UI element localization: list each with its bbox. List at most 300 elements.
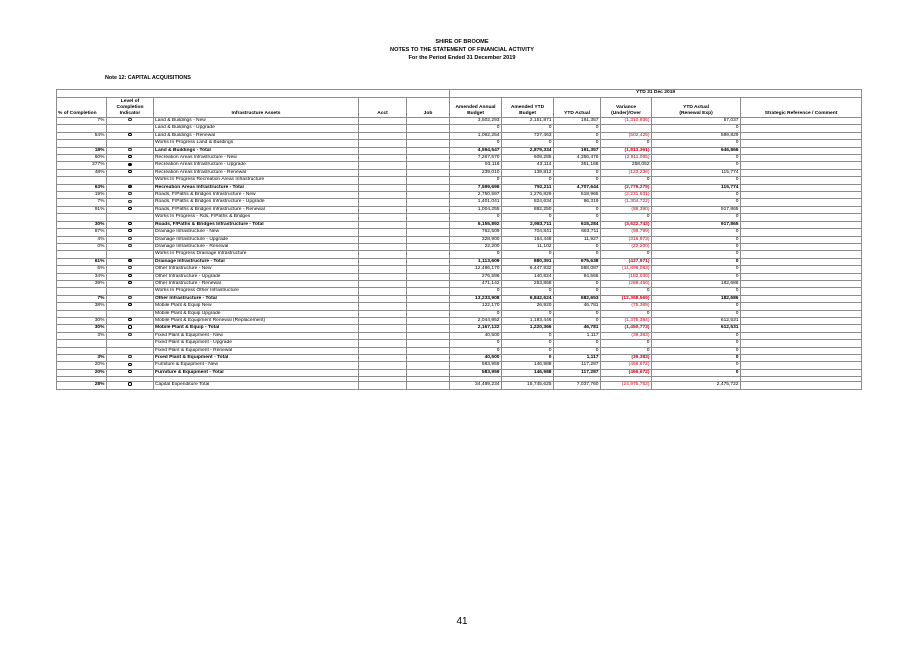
- amended-annual-budget: 1,113,609: [450, 258, 502, 265]
- amended-annual-budget: 34,489,234: [450, 382, 502, 389]
- amended-annual-budget: 122,170: [450, 303, 502, 310]
- acct-cell: [359, 355, 407, 362]
- variance: (12,368,569): [601, 295, 652, 302]
- ytd-actual-renewal: 0: [652, 310, 741, 317]
- variance: 0: [601, 310, 652, 317]
- ytd-actual-renewal: 0: [652, 303, 741, 310]
- table-row: [57, 177, 862, 184]
- ytd-actual-renewal: 0: [652, 258, 741, 265]
- acct-cell: [359, 347, 407, 354]
- comment-cell: [741, 147, 862, 154]
- completion-percent: 38%: [57, 303, 107, 310]
- amended-annual-budget: 0: [450, 125, 502, 132]
- report-period: For the Period Ended 31 December 2019: [408, 55, 516, 61]
- variance: (86,390): [601, 206, 652, 213]
- completion-indicator-cell: [107, 162, 154, 169]
- completion-percent: 5%: [57, 266, 107, 273]
- asset-name: Roads, F/Paths & Bridges Infrastructure - Renewal: [154, 206, 359, 213]
- completion-indicator-cell: [107, 155, 154, 162]
- completion-indicator-icon: [128, 148, 131, 151]
- completion-indicator-cell: [107, 236, 154, 243]
- completion-percent: [57, 214, 107, 221]
- comment-cell: [741, 199, 862, 206]
- col-amended-annual: Amended Annual Budget: [450, 98, 502, 118]
- table-row: [57, 229, 862, 236]
- completion-percent: [57, 310, 107, 317]
- completion-indicator-icon: [128, 259, 131, 262]
- table-row: [57, 236, 862, 243]
- ytd-actual-renewal: 115,774: [652, 184, 741, 191]
- ytd-actual-renewal: 0: [652, 140, 741, 147]
- ytd-actual: 675,638: [554, 258, 601, 265]
- completion-percent: 30%: [57, 221, 107, 228]
- ytd-actual-renewal: 0: [652, 369, 741, 376]
- acct-cell: [359, 303, 407, 310]
- acct-cell: [359, 177, 407, 184]
- amended-ytd-budget: 609,285: [502, 155, 554, 162]
- amended-annual-budget: 328,900: [450, 236, 502, 243]
- amended-ytd-budget: 0: [502, 340, 554, 347]
- ytd-actual-renewal: 0: [652, 125, 741, 132]
- job-cell: [407, 310, 450, 317]
- completion-percent: 7%: [57, 295, 107, 302]
- asset-name: Fixed Plant & Equipment - Total: [154, 355, 359, 362]
- asset-name: Other Infrastructure - Upgrade: [154, 273, 359, 280]
- amended-ytd-budget: 11,102: [502, 243, 554, 250]
- col-renewal: YTD Actual (Renewal Exp): [652, 98, 741, 118]
- acct-cell: [359, 273, 407, 280]
- variance: 0: [601, 288, 652, 295]
- completion-percent: 0%: [57, 243, 107, 250]
- ytd-actual: 663,711: [554, 229, 601, 236]
- variance: 0: [601, 177, 652, 184]
- ytd-actual: 191,357: [554, 147, 601, 154]
- completion-indicator-icon: [128, 274, 131, 277]
- completion-percent: 20%: [57, 362, 107, 369]
- comment-cell: [741, 206, 862, 213]
- col-job: Job: [407, 98, 450, 118]
- table-row: [57, 184, 862, 191]
- table-row: [57, 317, 862, 324]
- completion-indicator-cell: [107, 347, 154, 354]
- ytd-actual-renewal: 0: [652, 192, 741, 199]
- variance: (39,383): [601, 355, 652, 362]
- completion-indicator-icon: [128, 244, 131, 247]
- completion-indicator-cell: [107, 132, 154, 139]
- table-row: [57, 214, 862, 221]
- completion-indicator-cell: [107, 355, 154, 362]
- variance: (437,971): [601, 258, 652, 265]
- col-assets: Infrastructure Assets: [154, 98, 359, 118]
- job-cell: [407, 303, 450, 310]
- comment-cell: [741, 132, 862, 139]
- job-cell: [407, 140, 450, 147]
- completion-percent: 60%: [57, 155, 107, 162]
- completion-indicator-cell: [107, 206, 154, 213]
- ytd-actual: 117,287: [554, 362, 601, 369]
- table-row: [57, 251, 862, 258]
- amended-annual-budget: 93,116: [450, 162, 502, 169]
- variance: (98,799): [601, 229, 652, 236]
- acct-cell: [359, 206, 407, 213]
- asset-name: Other Infrastructure - New: [154, 266, 359, 273]
- amended-annual-budget: 1,092,254: [450, 132, 502, 139]
- asset-name: Land & Buildings - Renewal: [154, 132, 359, 139]
- table-row: [57, 295, 862, 302]
- completion-percent: 61%: [57, 258, 107, 265]
- amended-annual-budget: 1,004,255: [450, 206, 502, 213]
- amended-ytd-budget: 2,879,334: [502, 147, 554, 154]
- amended-annual-budget: 0: [450, 347, 502, 354]
- acct-cell: [359, 382, 407, 389]
- table-row: [57, 140, 862, 147]
- asset-name: Land & Buildings - New: [154, 118, 359, 125]
- amended-ytd-budget: 43,114: [502, 162, 554, 169]
- comment-cell: [741, 177, 862, 184]
- amended-ytd-budget: 792,211: [502, 184, 554, 191]
- ytd-actual: 94,566: [554, 273, 601, 280]
- amended-ytd-budget: 164,448: [502, 236, 554, 243]
- table-row: [57, 199, 862, 206]
- variance: (2,231,631): [601, 192, 652, 199]
- table-row: [57, 332, 862, 339]
- ytd-actual-renewal: 589,829: [652, 132, 741, 139]
- amended-annual-budget: 0: [450, 214, 502, 221]
- ytd-actual-renewal: 182,686: [652, 280, 741, 287]
- asset-name: Roads, F/Paths & Bridges Infrastructure - Upgrade: [154, 199, 359, 206]
- completion-indicator-icon: [128, 155, 131, 158]
- ytd-actual: 7,037,760: [554, 382, 601, 389]
- ytd-actual: 518,965: [554, 192, 601, 199]
- acct-cell: [359, 251, 407, 258]
- asset-name: Land & Buildings - Total: [154, 147, 359, 154]
- table-row: [57, 355, 862, 362]
- report-subtitle: NOTES TO THE STATEMENT OF FINANCIAL ACTIVITY: [390, 47, 534, 53]
- job-cell: [407, 362, 450, 369]
- completion-percent: [57, 251, 107, 258]
- asset-name: Recreation Areas Infrastructure - New: [154, 155, 359, 162]
- completion-percent: 91%: [57, 206, 107, 213]
- completion-percent: 377%: [57, 162, 107, 169]
- completion-indicator-cell: [107, 140, 154, 147]
- ytd-actual: 0: [554, 288, 601, 295]
- capital-acquisitions-table: [56, 89, 862, 390]
- job-cell: [407, 288, 450, 295]
- ytd-actual-renewal: 0: [652, 251, 741, 258]
- job-cell: [407, 236, 450, 243]
- job-cell: [407, 355, 450, 362]
- amended-annual-budget: 239,010: [450, 169, 502, 176]
- table-row: [57, 347, 862, 354]
- amended-ytd-budget: 0: [502, 214, 554, 221]
- completion-indicator-icon: [128, 303, 131, 306]
- note-title: Note 12: CAPITAL ACQUISITIONS: [105, 75, 191, 81]
- completion-indicator-icon: [128, 207, 131, 210]
- asset-name: Furniture & Equipment - Total: [154, 369, 359, 376]
- completion-indicator-cell: [107, 118, 154, 125]
- variance: (39,383): [601, 332, 652, 339]
- comment-cell: [741, 310, 862, 317]
- ytd-actual-renewal: 182,686: [652, 295, 741, 302]
- amended-annual-budget: 7,599,696: [450, 184, 502, 191]
- ytd-actual-renewal: 0: [652, 177, 741, 184]
- ytd-actual: 351,168: [554, 162, 601, 169]
- amended-ytd-budget: 146,988: [502, 362, 554, 369]
- completion-indicator-icon: [128, 200, 131, 203]
- col-variance: Variance (Under)/Over: [601, 98, 652, 118]
- variance: (3,622,743): [601, 221, 652, 228]
- amended-ytd-budget: 140,824: [502, 273, 554, 280]
- comment-cell: [741, 347, 862, 354]
- variance: (1,375,384): [601, 317, 652, 324]
- col-ytd-actual: YTD Actual: [554, 98, 601, 118]
- acct-cell: [359, 317, 407, 324]
- job-cell: [407, 243, 450, 250]
- ytd-actual-renewal: 0: [652, 273, 741, 280]
- comment-cell: [741, 258, 862, 265]
- completion-indicator-icon: [128, 237, 131, 240]
- asset-name: Drainage Infrastructure - Renewal: [154, 243, 359, 250]
- total-row: [57, 382, 862, 389]
- comment-cell: [741, 184, 862, 191]
- ytd-actual-renewal: 0: [652, 199, 741, 206]
- ytd-header-row: [57, 90, 862, 98]
- completion-indicator-icon: [128, 296, 131, 299]
- completion-indicator-cell: [107, 199, 154, 206]
- completion-indicator-cell: [107, 221, 154, 228]
- ytd-actual: 0: [554, 132, 601, 139]
- job-cell: [407, 206, 450, 213]
- asset-name: Works In Progress Drainage Infrastructure: [154, 251, 359, 258]
- ytd-actual-renewal: 0: [652, 236, 741, 243]
- acct-cell: [359, 295, 407, 302]
- asset-name: Roads, F/Paths & Bridges Infrastructure - New: [154, 192, 359, 199]
- asset-name: Roads, F/Paths & Bridges Infrastructure - Total: [154, 221, 359, 228]
- amended-ytd-budget: 1,193,446: [502, 317, 554, 324]
- completion-indicator-cell: [107, 273, 154, 280]
- completion-indicator-icon: [128, 118, 131, 121]
- amended-annual-budget: 0: [450, 177, 502, 184]
- completion-percent: 20%: [57, 369, 107, 376]
- amended-ytd-budget: 0: [502, 251, 554, 258]
- amended-ytd-budget: 880,391: [502, 258, 554, 265]
- table-row: [57, 169, 862, 176]
- amended-annual-budget: 276,596: [450, 273, 502, 280]
- completion-percent: 34%: [57, 273, 107, 280]
- comment-cell: [741, 162, 862, 169]
- job-cell: [407, 369, 450, 376]
- variance: (75,389): [601, 303, 652, 310]
- comment-cell: [741, 303, 862, 310]
- amended-ytd-budget: 6,447,932: [502, 266, 554, 273]
- amended-ytd-budget: 253,868: [502, 280, 554, 287]
- ytd-actual: 0: [554, 347, 601, 354]
- job-cell: [407, 155, 450, 162]
- comment-cell: [741, 192, 862, 199]
- completion-percent: [57, 140, 107, 147]
- amended-annual-budget: 0: [450, 310, 502, 317]
- job-cell: [407, 273, 450, 280]
- acct-cell: [359, 140, 407, 147]
- asset-name: Drainage Infrastructure - Upgrade: [154, 236, 359, 243]
- variance: (502,425): [601, 132, 652, 139]
- asset-name: Drainage Infrastructure - New: [154, 229, 359, 236]
- comment-cell: [741, 266, 862, 273]
- completion-indicator-cell: [107, 303, 154, 310]
- ytd-actual: 46,781: [554, 325, 601, 332]
- acct-cell: [359, 184, 407, 191]
- variance: (1,813,361): [601, 147, 652, 154]
- ytd-actual: 0: [554, 214, 601, 221]
- variance: 0: [601, 251, 652, 258]
- asset-name: Fixed Plant & Equipment - Renewal: [154, 347, 359, 354]
- acct-cell: [359, 362, 407, 369]
- table-row: [57, 369, 862, 376]
- job-cell: [407, 177, 450, 184]
- job-cell: [407, 280, 450, 287]
- page-number: 41: [456, 616, 468, 627]
- ytd-actual-renewal: 0: [652, 243, 741, 250]
- amended-ytd-budget: 139,812: [502, 169, 554, 176]
- amended-annual-budget: 12,486,170: [450, 266, 502, 273]
- completion-indicator-cell: [107, 310, 154, 317]
- ytd-actual: 0: [554, 125, 601, 132]
- completion-indicator-cell: [107, 229, 154, 236]
- table-row: [57, 340, 862, 347]
- ytd-actual: 0: [554, 140, 601, 147]
- acct-cell: [359, 369, 407, 376]
- completion-indicator-icon: [128, 325, 131, 328]
- ytd-actual-renewal: 0: [652, 162, 741, 169]
- ytd-actual: 0: [554, 280, 601, 287]
- amended-ytd-budget: 727,463: [502, 132, 554, 139]
- completion-indicator-cell: [107, 177, 154, 184]
- amended-ytd-budget: 0: [502, 140, 554, 147]
- completion-indicator-icon: [128, 192, 131, 195]
- ytd-actual: 0: [554, 177, 601, 184]
- job-cell: [407, 382, 450, 389]
- ytd-actual-renewal: 57,037: [652, 118, 741, 125]
- asset-name: Mobile Plant & Equipment Renewal (Replacement): [154, 317, 359, 324]
- ytd-actual-renewal: 0: [652, 332, 741, 339]
- variance: (316,973): [601, 236, 652, 243]
- variance: (1,304,722): [601, 199, 652, 206]
- completion-indicator-cell: [107, 147, 154, 154]
- completion-indicator-icon: [128, 185, 131, 188]
- completion-indicator-icon: [128, 163, 131, 166]
- job-cell: [407, 192, 450, 199]
- ytd-actual-renewal: 0: [652, 155, 741, 162]
- acct-cell: [359, 118, 407, 125]
- variance: (11,898,083): [601, 266, 652, 273]
- amended-annual-budget: 0: [450, 288, 502, 295]
- completion-indicator-cell: [107, 258, 154, 265]
- variance: (182,030): [601, 273, 652, 280]
- ytd-actual: 117,287: [554, 369, 601, 376]
- table-row: [57, 206, 862, 213]
- completion-percent: [57, 125, 107, 132]
- completion-indicator-icon: [128, 229, 131, 232]
- job-cell: [407, 125, 450, 132]
- report-title: SHIRE OF BROOME: [435, 39, 489, 45]
- completion-indicator-icon: [128, 355, 131, 358]
- completion-percent: [57, 340, 107, 347]
- comment-cell: [741, 236, 862, 243]
- table-row: [57, 125, 862, 132]
- table-row: [57, 155, 862, 162]
- amended-annual-budget: 7,267,570: [450, 155, 502, 162]
- comment-cell: [741, 214, 862, 221]
- completion-percent: 3%: [57, 332, 107, 339]
- completion-percent: 4%: [57, 236, 107, 243]
- job-cell: [407, 184, 450, 191]
- amended-annual-budget: 471,142: [450, 280, 502, 287]
- job-cell: [407, 199, 450, 206]
- completion-indicator-cell: [107, 243, 154, 250]
- comment-cell: [741, 221, 862, 228]
- acct-cell: [359, 288, 407, 295]
- ytd-actual-renewal: 917,865: [652, 221, 741, 228]
- completion-indicator-icon: [128, 133, 131, 136]
- completion-percent: [57, 347, 107, 354]
- comment-cell: [741, 155, 862, 162]
- completion-indicator-cell: [107, 251, 154, 258]
- table-row: [57, 192, 862, 199]
- table-row: [57, 258, 862, 265]
- completion-indicator-cell: [107, 280, 154, 287]
- completion-indicator-cell: [107, 266, 154, 273]
- acct-cell: [359, 169, 407, 176]
- acct-cell: [359, 340, 407, 347]
- completion-indicator-icon: [128, 170, 131, 173]
- asset-name: Works In Progress Land & Buildings: [154, 140, 359, 147]
- amended-ytd-budget: 0: [502, 125, 554, 132]
- variance: (288,456): [601, 280, 652, 287]
- comment-cell: [741, 288, 862, 295]
- job-cell: [407, 221, 450, 228]
- completion-indicator-cell: [107, 325, 154, 332]
- completion-percent: 30%: [57, 325, 107, 332]
- acct-cell: [359, 192, 407, 199]
- variance: (1,450,773): [601, 325, 652, 332]
- amended-ytd-budget: 6,842,624: [502, 295, 554, 302]
- amended-ytd-budget: 26,920: [502, 303, 554, 310]
- variance: 0: [601, 214, 652, 221]
- amended-annual-budget: 5,155,892: [450, 221, 502, 228]
- asset-name: Mobile Plant & Equip New: [154, 303, 359, 310]
- amended-annual-budget: 583,959: [450, 362, 502, 369]
- completion-indicator-cell: [107, 184, 154, 191]
- completion-percent: 7%: [57, 199, 107, 206]
- amended-annual-budget: 1,401,041: [450, 199, 502, 206]
- asset-name: Works In Progress Other Infrastructure: [154, 288, 359, 295]
- amended-annual-budget: 0: [450, 340, 502, 347]
- ytd-actual: 1,117: [554, 332, 601, 339]
- completion-percent: 54%: [57, 132, 107, 139]
- asset-name: Recreation Areas Infrastructure - Total: [154, 184, 359, 191]
- variance: (1,310,936): [601, 118, 652, 125]
- acct-cell: [359, 332, 407, 339]
- table-row: [57, 132, 862, 139]
- ytd-actual-renewal: 0: [652, 347, 741, 354]
- variance: (2,776,279): [601, 184, 652, 191]
- table-row: [57, 266, 862, 273]
- ytd-actual: 191,357: [554, 118, 601, 125]
- ytd-actual: 46,781: [554, 303, 601, 310]
- comment-cell: [741, 382, 862, 389]
- col-acct: Acct: [359, 98, 407, 118]
- comment-cell: [741, 251, 862, 258]
